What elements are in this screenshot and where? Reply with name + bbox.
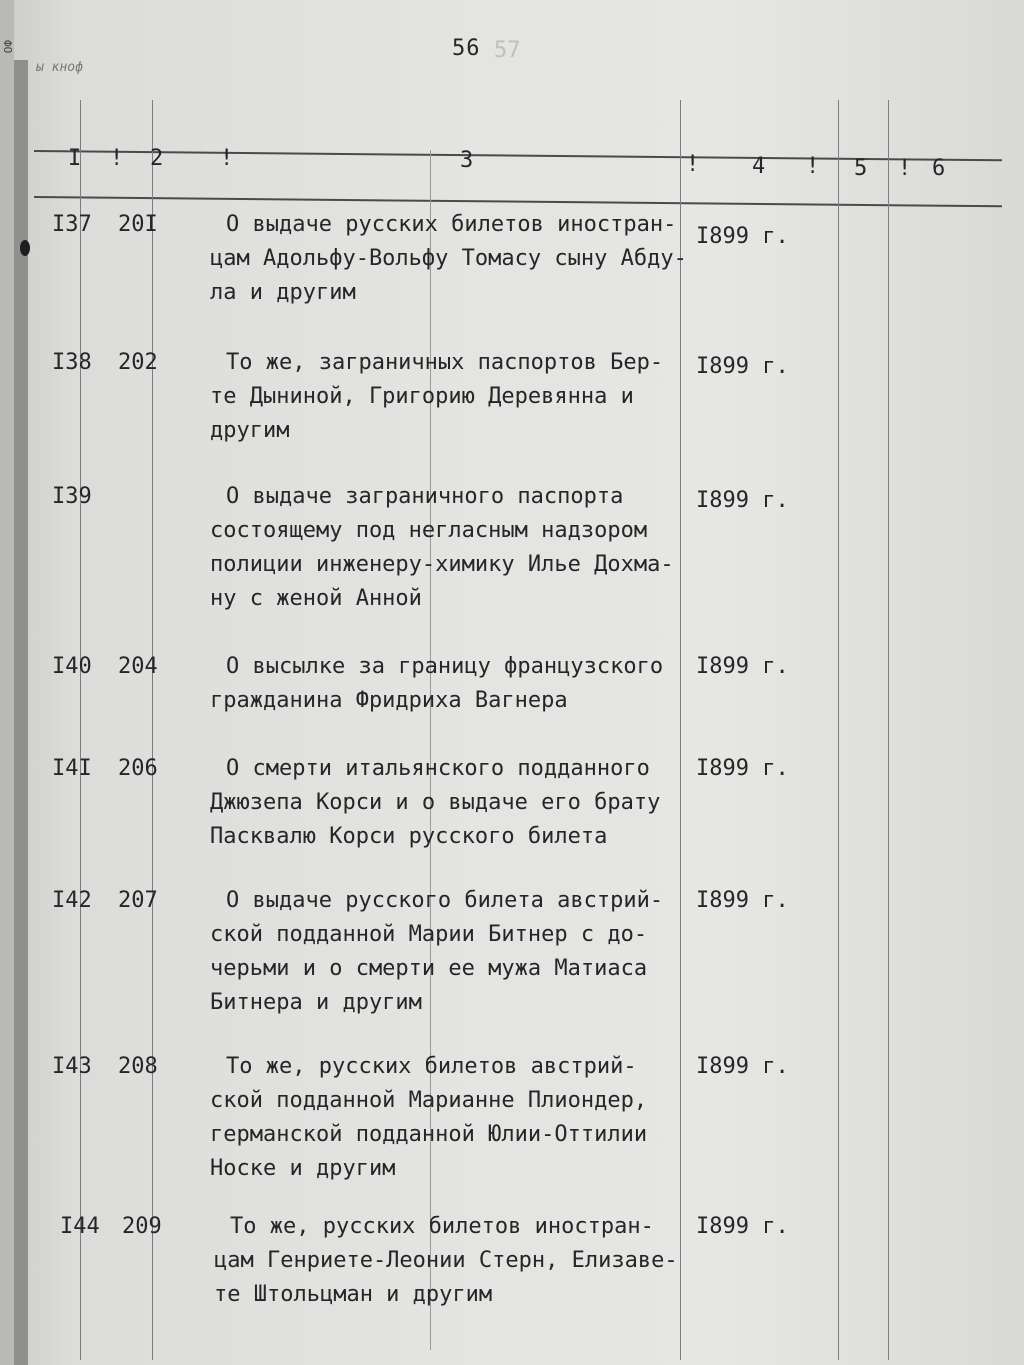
record-title [210, 208, 687, 310]
file-number: 206 [118, 756, 158, 781]
header-sep-4: ! [806, 154, 820, 179]
header-col-2: 2 [150, 146, 164, 171]
header-col-3: 3 [460, 148, 474, 173]
file-number: 209 [122, 1214, 162, 1239]
title-line: Пасквалю Корси русского билета [210, 824, 608, 849]
stamp-fragment: ы кноф [36, 60, 83, 75]
header-sep-2: ! [220, 146, 234, 171]
record-date: I899 г. [696, 1054, 789, 1079]
record-title [210, 650, 663, 718]
header-col-1: I [68, 146, 82, 171]
column-divider-1 [80, 100, 81, 1360]
record-date: I899 г. [696, 1214, 789, 1239]
file-number: 208 [118, 1054, 158, 1079]
title-line: другим [210, 418, 290, 443]
title-line: германской подданной Юлии-Оттилии [210, 1122, 648, 1147]
title-line: То же, русских билетов австрий- [226, 1054, 637, 1079]
title-line: те Штольцман и другим [214, 1282, 493, 1307]
binding-hole [20, 240, 30, 256]
column-divider-6 [888, 100, 889, 1360]
title-line: О высылке за границу французского [226, 654, 664, 679]
title-line: О выдаче русских билетов иностран- [226, 212, 677, 237]
title-line: гражданина Фридриха Вагнера [210, 688, 568, 713]
row-number: I42 [52, 888, 92, 913]
title-line: цам Адольфу-Вольфу Томасу сыну Абду- [210, 246, 687, 271]
row-number: I44 [60, 1214, 100, 1239]
record-title [210, 480, 674, 616]
row-number: I39 [52, 484, 92, 509]
column-divider-5 [838, 100, 839, 1360]
file-number: 202 [118, 350, 158, 375]
title-line: черьми и о смерти ее мужа Матиаса [210, 956, 648, 981]
record-date: I899 г. [696, 756, 789, 781]
header-col-5: 5 [854, 156, 868, 181]
row-number: I4I [52, 756, 92, 781]
header-sep-5: ! [898, 156, 912, 181]
record-title [210, 346, 663, 448]
row-number: I37 [52, 212, 92, 237]
header-col-6: 6 [932, 156, 946, 181]
title-line: То же, заграничных паспортов Бер- [226, 350, 664, 375]
header-sep-1: ! [110, 146, 124, 171]
file-number: 207 [118, 888, 158, 913]
file-number: 20I [118, 212, 158, 237]
title-line: Битнера и другим [210, 990, 422, 1015]
record-title [210, 752, 660, 854]
header-bottom-rule [34, 196, 1002, 207]
title-line: ской подданной Марианне Плиондер, [210, 1088, 648, 1113]
record-date: I899 г. [696, 224, 789, 249]
row-number: I38 [52, 350, 92, 375]
record-date: I899 г. [696, 488, 789, 513]
record-title [210, 884, 663, 1020]
title-line: О смерти итальянского подданного [226, 756, 650, 781]
page-number: 56 [452, 36, 481, 61]
row-number: I40 [52, 654, 92, 679]
page-number-bleed: 57 [494, 38, 521, 63]
header-col-4: 4 [752, 154, 766, 179]
title-line: То же, русских билетов иностран- [230, 1214, 654, 1239]
header-sep-3: ! [686, 152, 700, 177]
title-line: цам Генриете-Леонии Стерн, Елизаве- [214, 1248, 678, 1273]
column-divider-2 [152, 100, 153, 1360]
title-line: Носке и другим [210, 1156, 396, 1181]
file-number: 204 [118, 654, 158, 679]
title-line: ской подданной Марии Битнер с до- [210, 922, 648, 947]
record-title [214, 1210, 678, 1312]
title-line: О выдаче русского билета австрий- [226, 888, 664, 913]
edge-stamp: ФО [1, 40, 14, 54]
record-date: I899 г. [696, 354, 789, 379]
record-date: I899 г. [696, 654, 789, 679]
record-date: I899 г. [696, 888, 789, 913]
row-number: I43 [52, 1054, 92, 1079]
title-line: О выдаче заграничного паспорта [226, 484, 624, 509]
title-line: состоящему под негласным надзором [210, 518, 648, 543]
title-line: ла и другим [210, 280, 356, 305]
title-line: полиции инженеру-химику Илье Дохма- [210, 552, 674, 577]
title-line: Джюзепа Корси и о выдаче его брату [210, 790, 661, 815]
document-page [1, 0, 1024, 1365]
title-line: те Дыниной, Григорию Деревянна и [210, 384, 634, 409]
record-title [210, 1050, 647, 1186]
title-line: ну с женой Анной [210, 586, 422, 611]
